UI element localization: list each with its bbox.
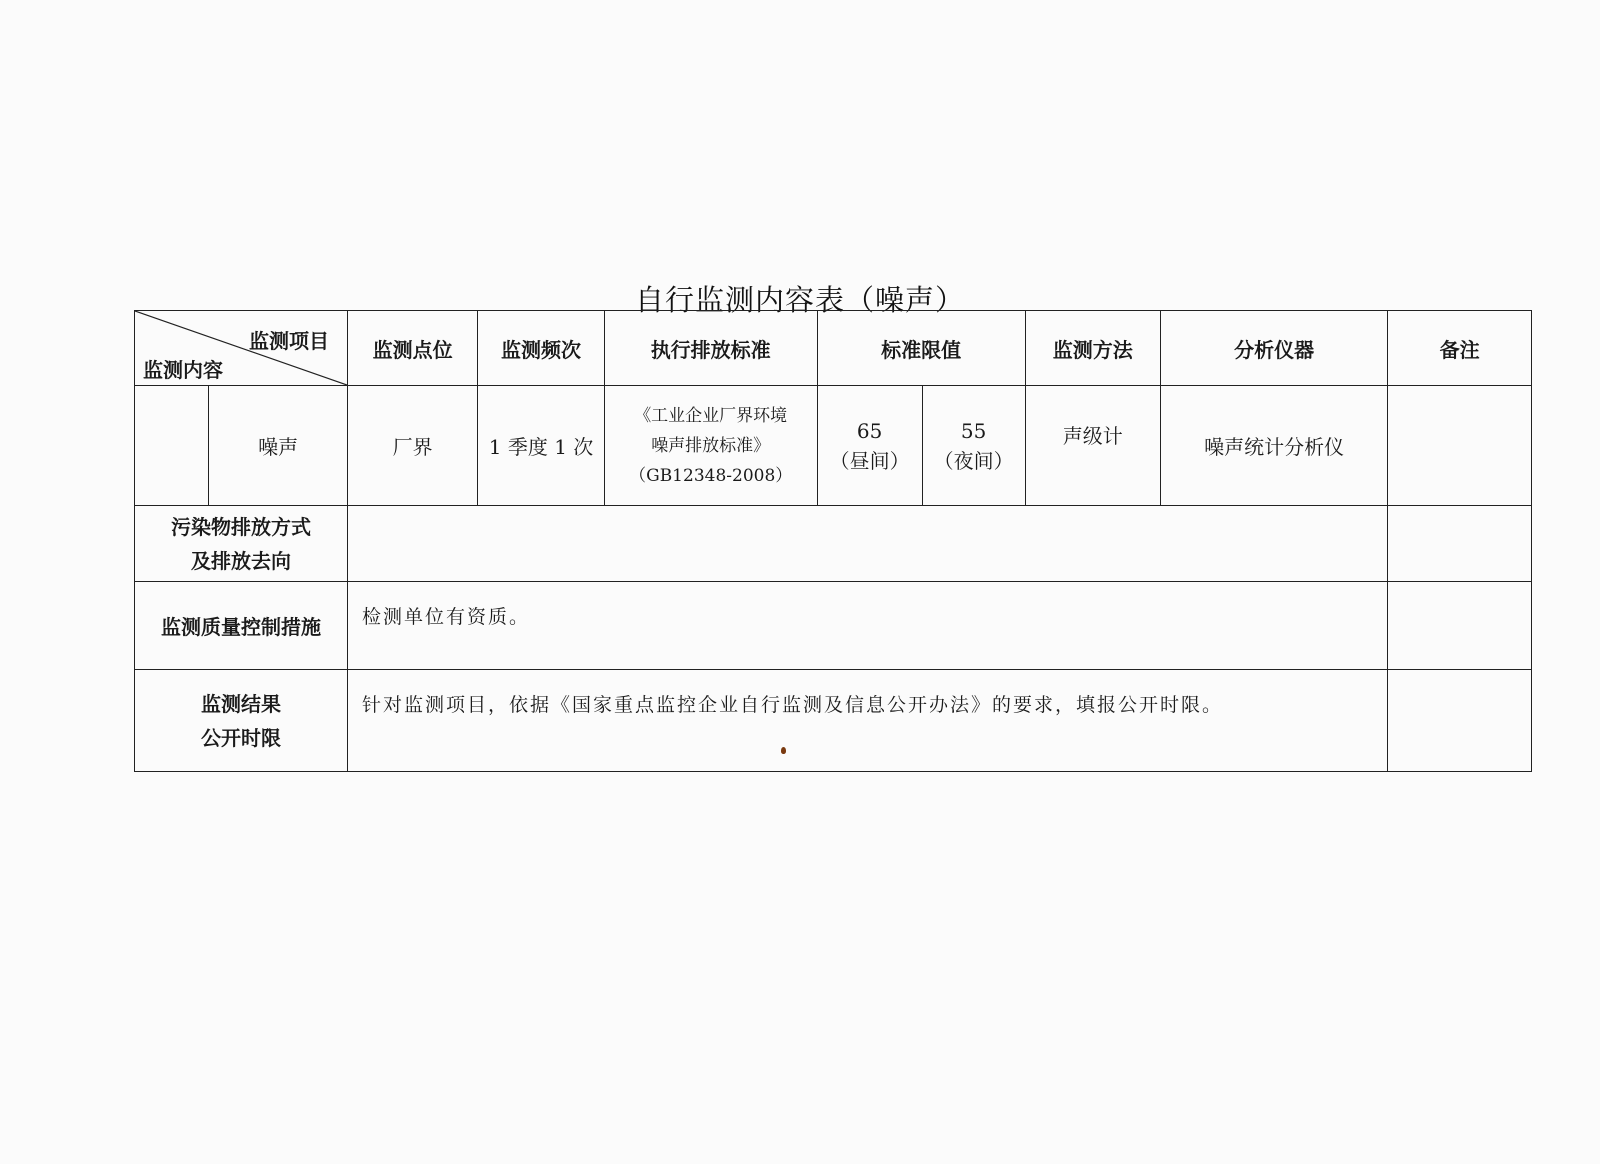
header-location: 监测点位: [347, 311, 477, 386]
disclosure-remarks: [1388, 670, 1532, 772]
corner-header-cell: [135, 311, 348, 386]
header-instrument: 分析仪器: [1161, 311, 1388, 386]
discharge-row: [135, 506, 1532, 582]
limit-night-label: （夜间）: [933, 448, 1014, 473]
limit-night-value: 55: [960, 418, 987, 443]
scan-speck: [781, 747, 786, 754]
quality-label: 监测质量控制措施: [135, 582, 348, 670]
monitoring-table: [134, 310, 1532, 772]
discharge-label: [135, 506, 348, 582]
limit-day-value: 65: [856, 418, 883, 443]
noise-method: 声级计: [1025, 386, 1161, 506]
discharge-value: [347, 506, 1387, 582]
standard-line-3: （GB12348-2008）: [629, 465, 793, 486]
document-title: 自行监测内容表（噪声）: [634, 283, 965, 317]
quality-row: [135, 582, 1532, 670]
disclosure-value: 针对监测项目，依据《国家重点监控企业自行监测及信息公开办法》的要求，填报公开时限。: [347, 670, 1387, 772]
noise-remarks: [1388, 386, 1532, 506]
disclosure-row: [135, 670, 1532, 772]
discharge-label-line-2: 及排放去向: [190, 548, 291, 573]
corner-label-content: 监测内容: [143, 358, 223, 382]
noise-instrument: 噪声统计分析仪: [1161, 386, 1388, 506]
header-frequency: 监测频次: [478, 311, 604, 386]
limit-day-label: （昼间）: [829, 448, 910, 473]
quality-remarks: [1388, 582, 1532, 670]
corner-label-item: 监测项目: [248, 329, 329, 353]
disclosure-label-line-2: 公开时限: [200, 725, 281, 750]
noise-row: [135, 386, 1532, 506]
noise-item: 噪声: [209, 386, 348, 506]
header-remarks: 备注: [1388, 311, 1532, 386]
header-standard: 执行排放标准: [604, 311, 817, 386]
discharge-label-line-1: 污染物排放方式: [170, 514, 311, 539]
noise-blank-cell: [135, 386, 209, 506]
quality-value: 检测单位有资质。: [347, 582, 1387, 670]
standard-line-1: 《工业企业厂界环境: [634, 405, 788, 426]
disclosure-label: [135, 670, 348, 772]
noise-location: 厂界: [347, 386, 477, 506]
limit-night: [922, 386, 1025, 506]
header-method: 监测方法: [1025, 311, 1161, 386]
standard-line-2: 噪声排放标准》: [651, 435, 771, 456]
header-limit: 标准限值: [817, 311, 1025, 386]
discharge-remarks: [1388, 506, 1532, 582]
disclosure-label-line-1: 监测结果: [200, 691, 281, 716]
noise-frequency: 1 季度 1 次: [478, 386, 604, 506]
limit-day: [817, 386, 922, 506]
header-row: [135, 311, 1532, 386]
noise-standard: [604, 386, 817, 506]
